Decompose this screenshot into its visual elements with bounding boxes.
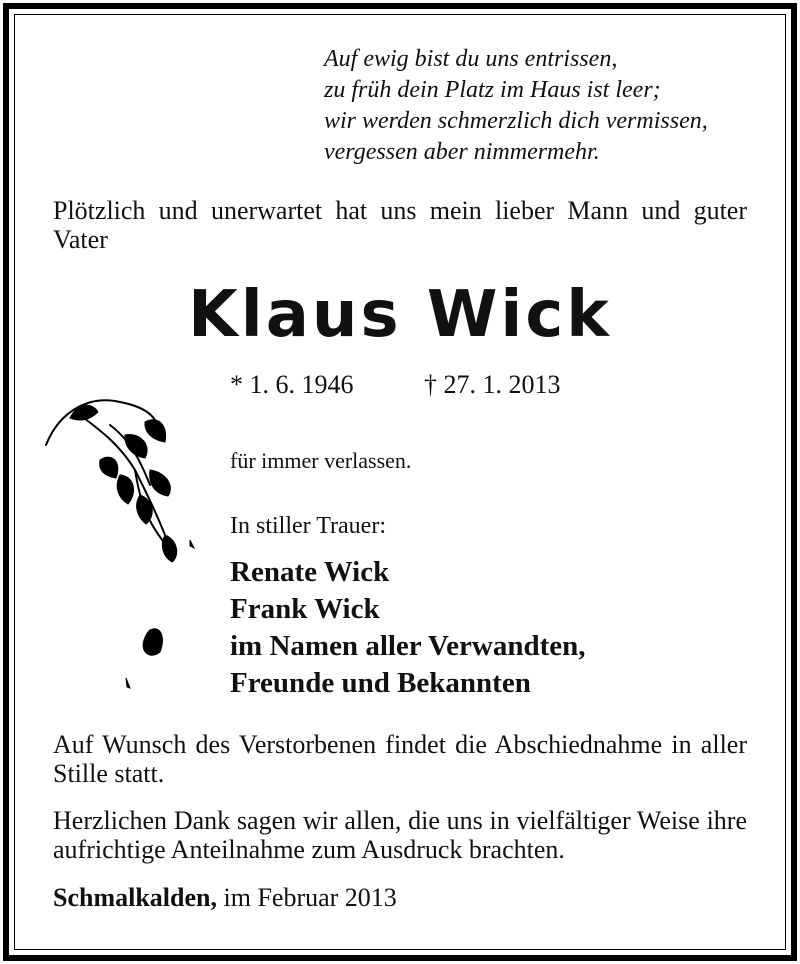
closing-date: im Februar 2013: [217, 883, 397, 912]
poem-line: wir werden schmerzlich dich vermissen,: [324, 108, 708, 134]
closing-place: Schmalkalden,: [53, 883, 217, 912]
poem-line: zu früh dein Platz im Haus ist leer;: [324, 77, 661, 103]
intro-text: Plötzlich und unerwartet hat uns mein lieber Mann und guter Vater: [53, 196, 747, 254]
birth-date: * 1. 6. 1946: [230, 370, 354, 399]
mourner-name: im Namen aller Verwandten,: [230, 630, 586, 662]
mourner-name: Renate Wick: [230, 556, 390, 588]
deceased-name: Klaus Wick: [188, 278, 612, 352]
poem-line: vergessen aber nimmermehr.: [324, 139, 600, 165]
birch-branch-icon: [40, 390, 220, 700]
thanks-paragraph: Herzlichen Dank sagen wir allen, die uns in vielfältiger Weise ihre aufrichtige Anteilnahme zum Ausdruck brachten.: [53, 806, 747, 864]
farewell-paragraph: Auf Wunsch des Verstorbenen findet die Abschiednahme in aller Stille statt.: [53, 730, 747, 788]
poem: [324, 44, 708, 168]
mourning-label: In stiller Trauer:: [230, 513, 386, 539]
poem-line: Auf ewig bist du uns entrissen,: [324, 46, 618, 72]
closing-line: [53, 883, 397, 913]
mourners-list: [230, 554, 586, 702]
death-date: † 27. 1. 2013: [424, 370, 561, 399]
mourner-name: Freunde und Bekannten: [230, 667, 531, 699]
mourner-name: Frank Wick: [230, 593, 380, 625]
leaving-text: für immer verlassen.: [230, 448, 412, 473]
